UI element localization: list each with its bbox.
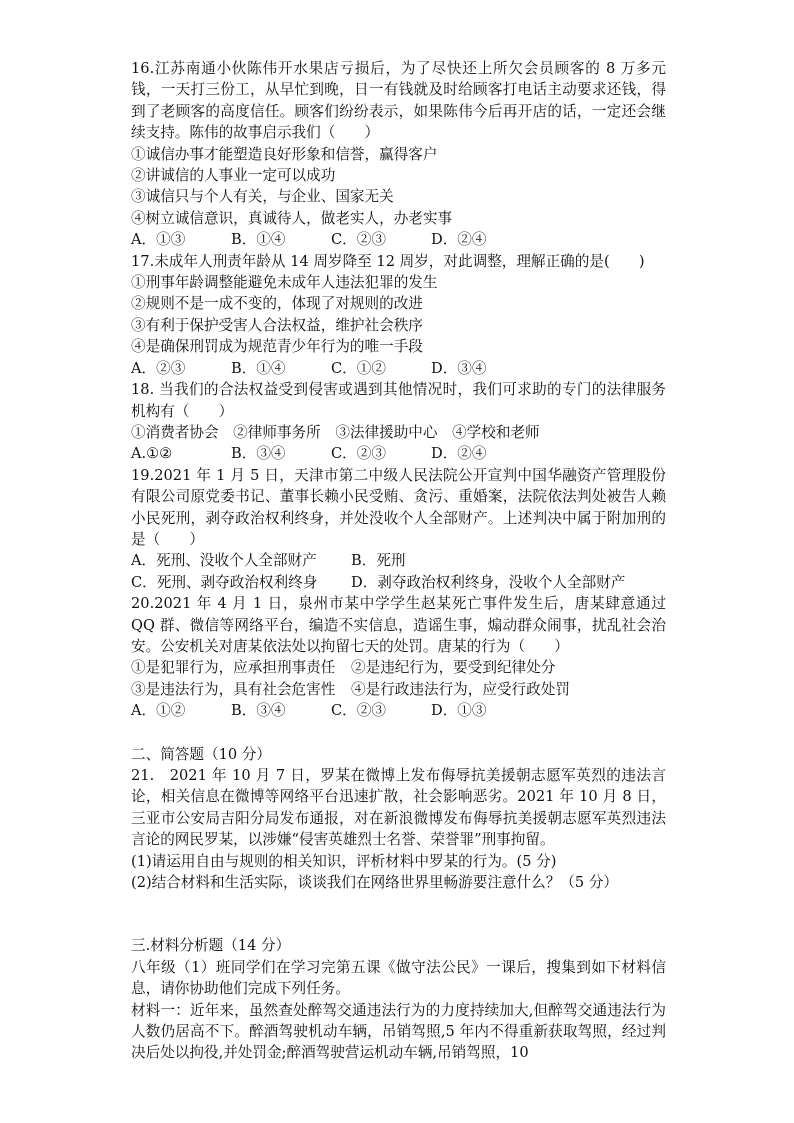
spacer [131, 722, 666, 744]
q16-stem: 16.江苏南通小伙陈伟开水果店亏损后，为了尽快还上所欠会员顾客的 8 万多元钱，一天打三份工，从早忙到晚，日一有钱就及时给顾客打电话主动要求还钱，得到了老顾客的高度信任。顾客们纷纷表示，如果陈伟今后再开店的话，一定还会继续支持。陈伟的故事启示我们（ ） [131, 60, 666, 142]
q20-item-1: ①是犯罪行为，应承担刑事责任 [131, 659, 336, 677]
q19-option-a: A．死刑、没收个人全部财产 [131, 552, 317, 570]
q20-options [131, 700, 666, 721]
spacer [131, 893, 666, 935]
q16-item-3: ③诚信只与个人有关，与企业、国家无关 [131, 188, 394, 206]
q19-options-row-1 [131, 550, 666, 571]
q21-subquestion-2: (2)结合材料和生活实际，谈谈我们在网络世界里畅游要注意什么？（5 分） [131, 874, 619, 892]
q17-item-1: ①刑事年龄调整能避免未成年人违法犯罪的发生 [131, 274, 438, 292]
q20-items-row-2 [131, 679, 666, 700]
q20-stem: 20.2021 年 4 月 1 日，泉州市某中学学生赵某死亡事件发生后，唐某肆意通过 QQ 群、微信等网络平台，编造不实信息，造谣生事，煽动群众闹事，扰乱社会治安。公安机关对唐某依法处以拘留七天的处罚。唐某的行为（ ） [131, 595, 666, 655]
q18-items: ①消费者协会 ②律师事务所 ③法律援助中心 ④学校和老师 [131, 423, 540, 441]
exam-page [131, 58, 666, 1064]
q17-stem: 17.未成年人刑责年龄从 14 周岁降至 12 周岁，对此调整，理解正确的是( ) [131, 252, 645, 270]
q16-option-d: D．②④ [431, 231, 487, 249]
q18-option-b: B．③④ [231, 445, 286, 463]
q19-options-row-2 [131, 572, 666, 593]
section-2-heading: 二、简答题（10 分） [131, 745, 271, 763]
q16-item-1: ①诚信办事才能塑造良好形象和信誉，赢得客户 [131, 145, 438, 163]
q16-options [131, 229, 666, 250]
q20-option-d: D．①③ [431, 702, 487, 720]
q16-option-a: A．①③ [131, 231, 186, 249]
q17-option-d: D．③④ [431, 359, 487, 377]
q18-option-d: D．②④ [431, 445, 487, 463]
q20-option-b: B．③④ [231, 702, 286, 720]
q19-stem: 19.2021 年 1 月 5 日，天津市第二中级人民法院公开宣判中国华融资产管理股份有限公司原党委书记、董事长赖小民受贿、贪污、重婚案，法院依法判处被告人赖小民死刑，剥夺政治权利终身，并处没收个人全部财产。上述判决中属于附加刑的是（ ） [131, 466, 666, 548]
q16-item-4: ④树立诚信意识，真诚待人，做老实人，办老实事 [131, 209, 453, 227]
section-3-heading: 三.材料分析题（14 分） [131, 937, 291, 955]
q18-options [131, 443, 666, 464]
q20-option-c: C．②③ [331, 702, 386, 720]
q20-option-a: A．①② [131, 702, 186, 720]
q17-option-a: A．②③ [131, 359, 186, 377]
q20-item-2: ②是违纪行为，要受到纪律处分 [351, 659, 556, 677]
q19-option-c: C．死刑、剥夺政治权利终身 [131, 573, 318, 591]
q18-option-a: A.①② [131, 445, 173, 463]
q19-option-b: B．死刑 [351, 552, 406, 570]
q16-option-c: C．②③ [331, 231, 386, 249]
q17-options [131, 358, 666, 379]
q19-option-d: D．剥夺政治权利终身，没收个人全部财产 [351, 573, 626, 591]
q20-item-3: ③是违法行为，具有社会危害性 [131, 680, 336, 698]
q16-option-b: B．①④ [231, 231, 286, 249]
q17-option-c: C．①② [331, 359, 386, 377]
material-1: 材料一：近年来，虽然查处醉驾交通违法行为的力度持续加大,但醉驾交通违法行为人数仍居高不下。醉酒驾驶机动车辆，吊销驾照,5 年内不得重新获取驾照，经过判决后处以拘役,并处罚金;醉酒驾驶营运机动车辆,吊销驾照，10 [131, 1001, 666, 1062]
q20-item-4: ④是行政违法行为，应受行政处罚 [351, 680, 570, 698]
q18-stem: 18. 当我们的合法权益受到侵害或遇到其他情况时，我们可求助的专门的法律服务机构有（ ） [131, 381, 666, 420]
q17-option-b: B．①④ [231, 359, 286, 377]
q16-item-2: ②讲诚信的人事业一定可以成功 [131, 167, 336, 185]
q17-item-4: ④是确保刑罚成为规范青少年行为的唯一手段 [131, 338, 423, 356]
q21-subquestion-1: (1)请运用自由与规则的相关知识，评析材料中罗某的行为。(5 分) [131, 852, 557, 870]
q17-item-3: ③有利于保护受害人合法权益，维护社会秩序 [131, 316, 423, 334]
q20-items-row-1 [131, 657, 666, 678]
q21-stem: 21. 2021 年 10 月 7 日，罗某在微博上发布侮辱抗美援朝志愿军英烈的违法言论，相关信息在微博等网络平台迅速扩散，社会影响恶劣。2021 年 10 月 8 日，三亚市公安局吉阳分局发布通报，对在新浪微博发布侮辱抗美援朝志愿军英烈违法言论的网民罗某，以涉嫌“侵害英雄烈士名誉、荣誉罪”刑事拘留。 [131, 767, 666, 849]
q17-item-2: ②规则不是一成不变的，体现了对规则的改进 [131, 295, 423, 313]
q18-option-c: C．②③ [331, 445, 386, 463]
section-3-intro: 八年级（1）班同学们在学习完第五课《做守法公民》一课后，搜集到如下材料信息，请你协助他们完成下列任务。 [131, 958, 666, 998]
